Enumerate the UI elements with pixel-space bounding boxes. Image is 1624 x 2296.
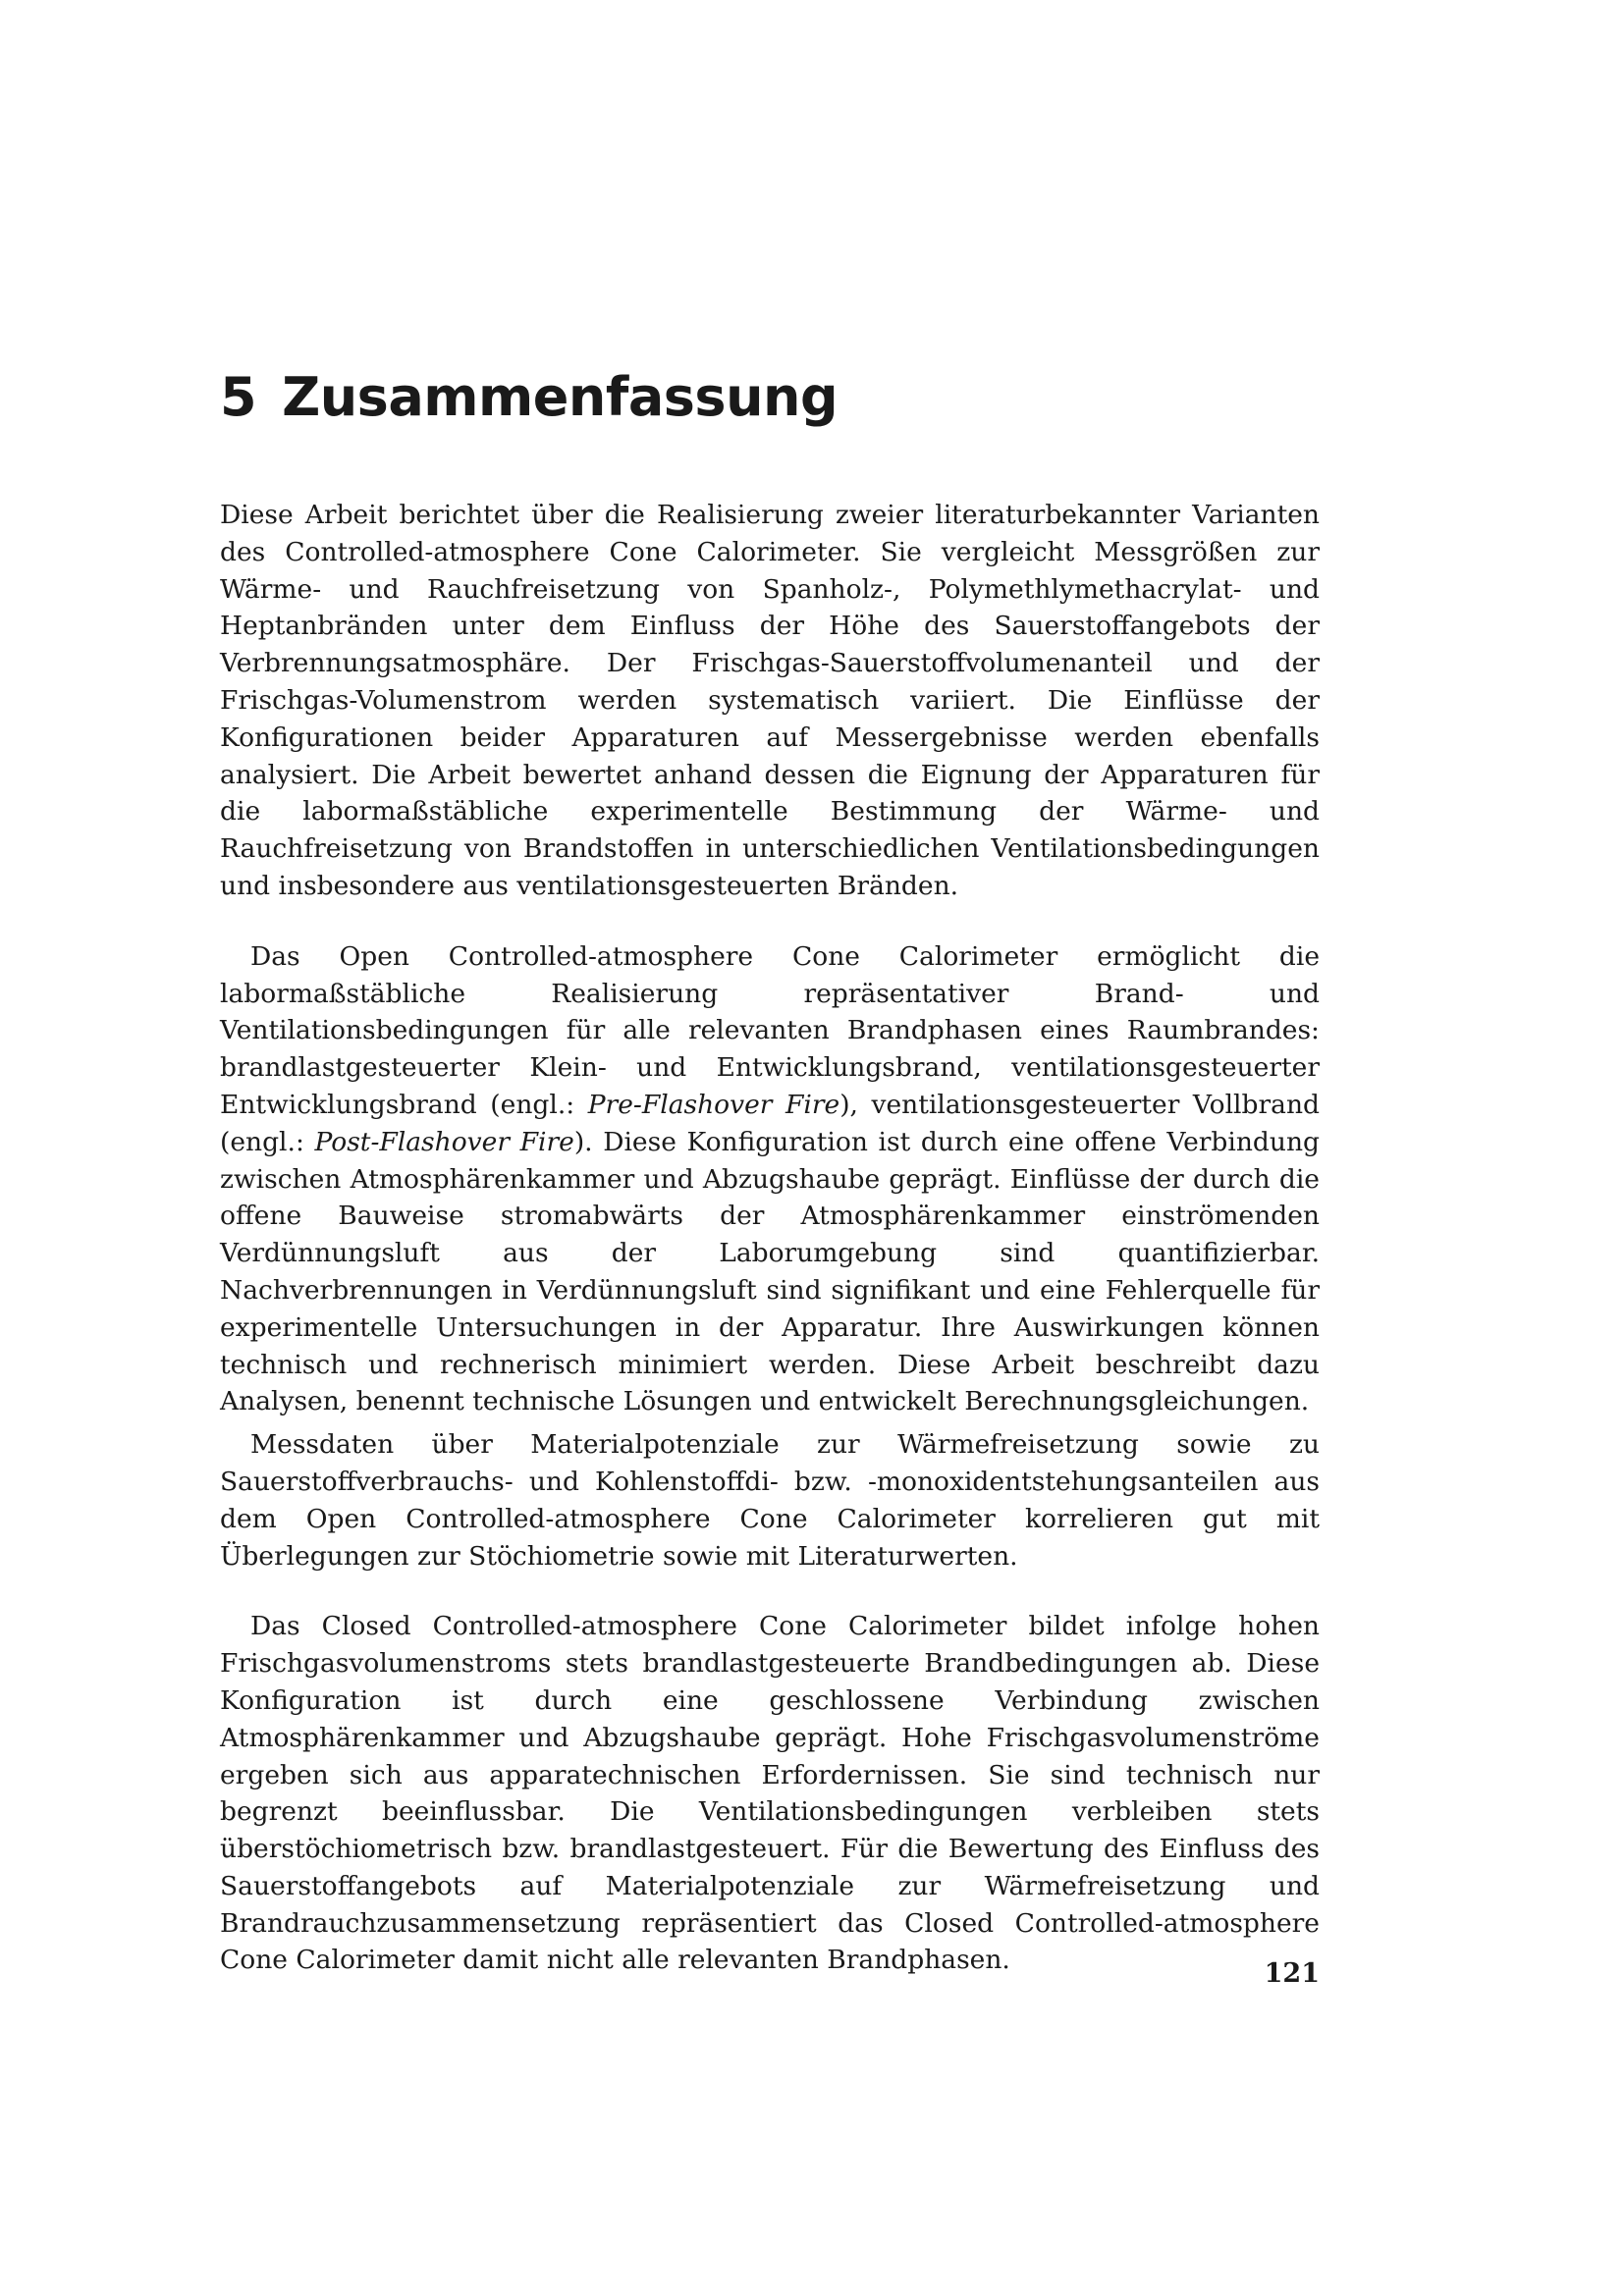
chapter-body: [220, 497, 1320, 1979]
chapter-number: 5: [220, 366, 257, 428]
paragraph-2-text-a: Das Open Controlled-atmosphere Cone Calorimeter ermöglicht die labormaßstäbliche Realisierung repräsentativer Brand- und Ventilationsbedingungen für alle relevanten Brandphasen eines Raumbrandes: brandlastgesteuerter Klein- und Entwicklungsbrand, ventilationsgesteuerter Entwicklungsbrand (engl.:: [220, 940, 1320, 1120]
paragraph-2: [220, 938, 1320, 1420]
page-number: 121: [1264, 1958, 1320, 1989]
term-pre-flashover: Pre-Flashover Fire: [587, 1089, 840, 1120]
paragraph-4: Das Closed Controlled-atmosphere Cone Calorimeter bildet infolge hohen Frischgasvolumenstroms stets brandlastgesteuerte Brandbedingungen ab. Diese Konfiguration ist durch eine geschlossene Verbindung zwischen Atmosphärenkammer und Abzugshaube geprägt. Hohe Frischgasvolumenströme ergeben sich aus apparatechnischen Erfordernissen. Sie sind technisch nur begrenzt beeinflussbar. Die Ventilationsbedingungen verbleiben stets überstöchiometrisch bzw. brandlastgesteuert. Für die Bewertung des Einfluss des Sauerstoffangebots auf Materialpotenziale zur Wärmefreisetzung und Brandrauchzusammensetzung repräsentiert das Closed Controlled-atmosphere Cone Calorimeter damit nicht alle relevanten Brandphasen.: [220, 1611, 1320, 1976]
paragraph-3: Messdaten über Materialpotenziale zur Wärmefreisetzung sowie zu Sauerstoffverbrauchs- und Kohlenstoffdi- bzw. -monoxidentstehungsanteilen aus dem Open Controlled-atmosphere Cone Calorimeter korrelieren gut mit Überlegungen zur Stöchiometrie sowie mit Literaturwerten.: [220, 1429, 1320, 1572]
paragraph-2-text-b: ), ventilationsgesteuerter Vollbrand (engl.:: [220, 1089, 1320, 1157]
chapter-title: Zusammenfassung: [282, 366, 839, 428]
chapter-heading: [220, 365, 838, 430]
term-post-flashover: Post-Flashover Fire: [314, 1126, 574, 1157]
paragraph-2-text-c: ). Diese Konfiguration ist durch eine offene Verbindung zwischen Atmosphärenkammer und Abzugshaube geprägt. Einflüsse der durch die offene Bauweise stromabwärts der Atmosphärenkammer einströmenden Verdünnungsluft aus der Laborumgebung sind quantifizierbar. Nachverbrennungen in Verdünnungsluft sind signifikant und eine Fehlerquelle für experimentelle Untersuchungen in der Apparatur. Ihre Auswirkungen können technisch und rechnerisch minimiert werden. Diese Arbeit beschreibt dazu Analysen, benennt technische Lösungen und entwickelt Berechnungsgleichungen.: [220, 1126, 1320, 1417]
paragraph-1: Diese Arbeit berichtet über die Realisierung zweier literaturbekannter Varianten des Controlled-atmosphere Cone Calorimeter. Sie vergleicht Messgrößen zur Wärme- und Rauchfreisetzung von Spanholz-, Polymethlymethacrylat- und Heptanbränden unter dem Einfluss der Höhe des Sauerstoffangebots der Verbrennungsatmosphäre. Der Frischgas-Sauerstoffvolumenanteil und der Frischgas-Volumenstrom werden systematisch variiert. Die Einflüsse der Konfigurationen beider Apparaturen auf Messergebnisse werden ebenfalls analysiert. Die Arbeit bewertet anhand dessen die Eignung der Apparaturen für die labormaßstäbliche experimentelle Bestimmung der Wärme- und Rauchfreisetzung von Brandstoffen in unterschiedlichen Ventilationsbedingungen und insbesondere aus ventilationsgesteuerten Bränden.: [220, 500, 1320, 901]
